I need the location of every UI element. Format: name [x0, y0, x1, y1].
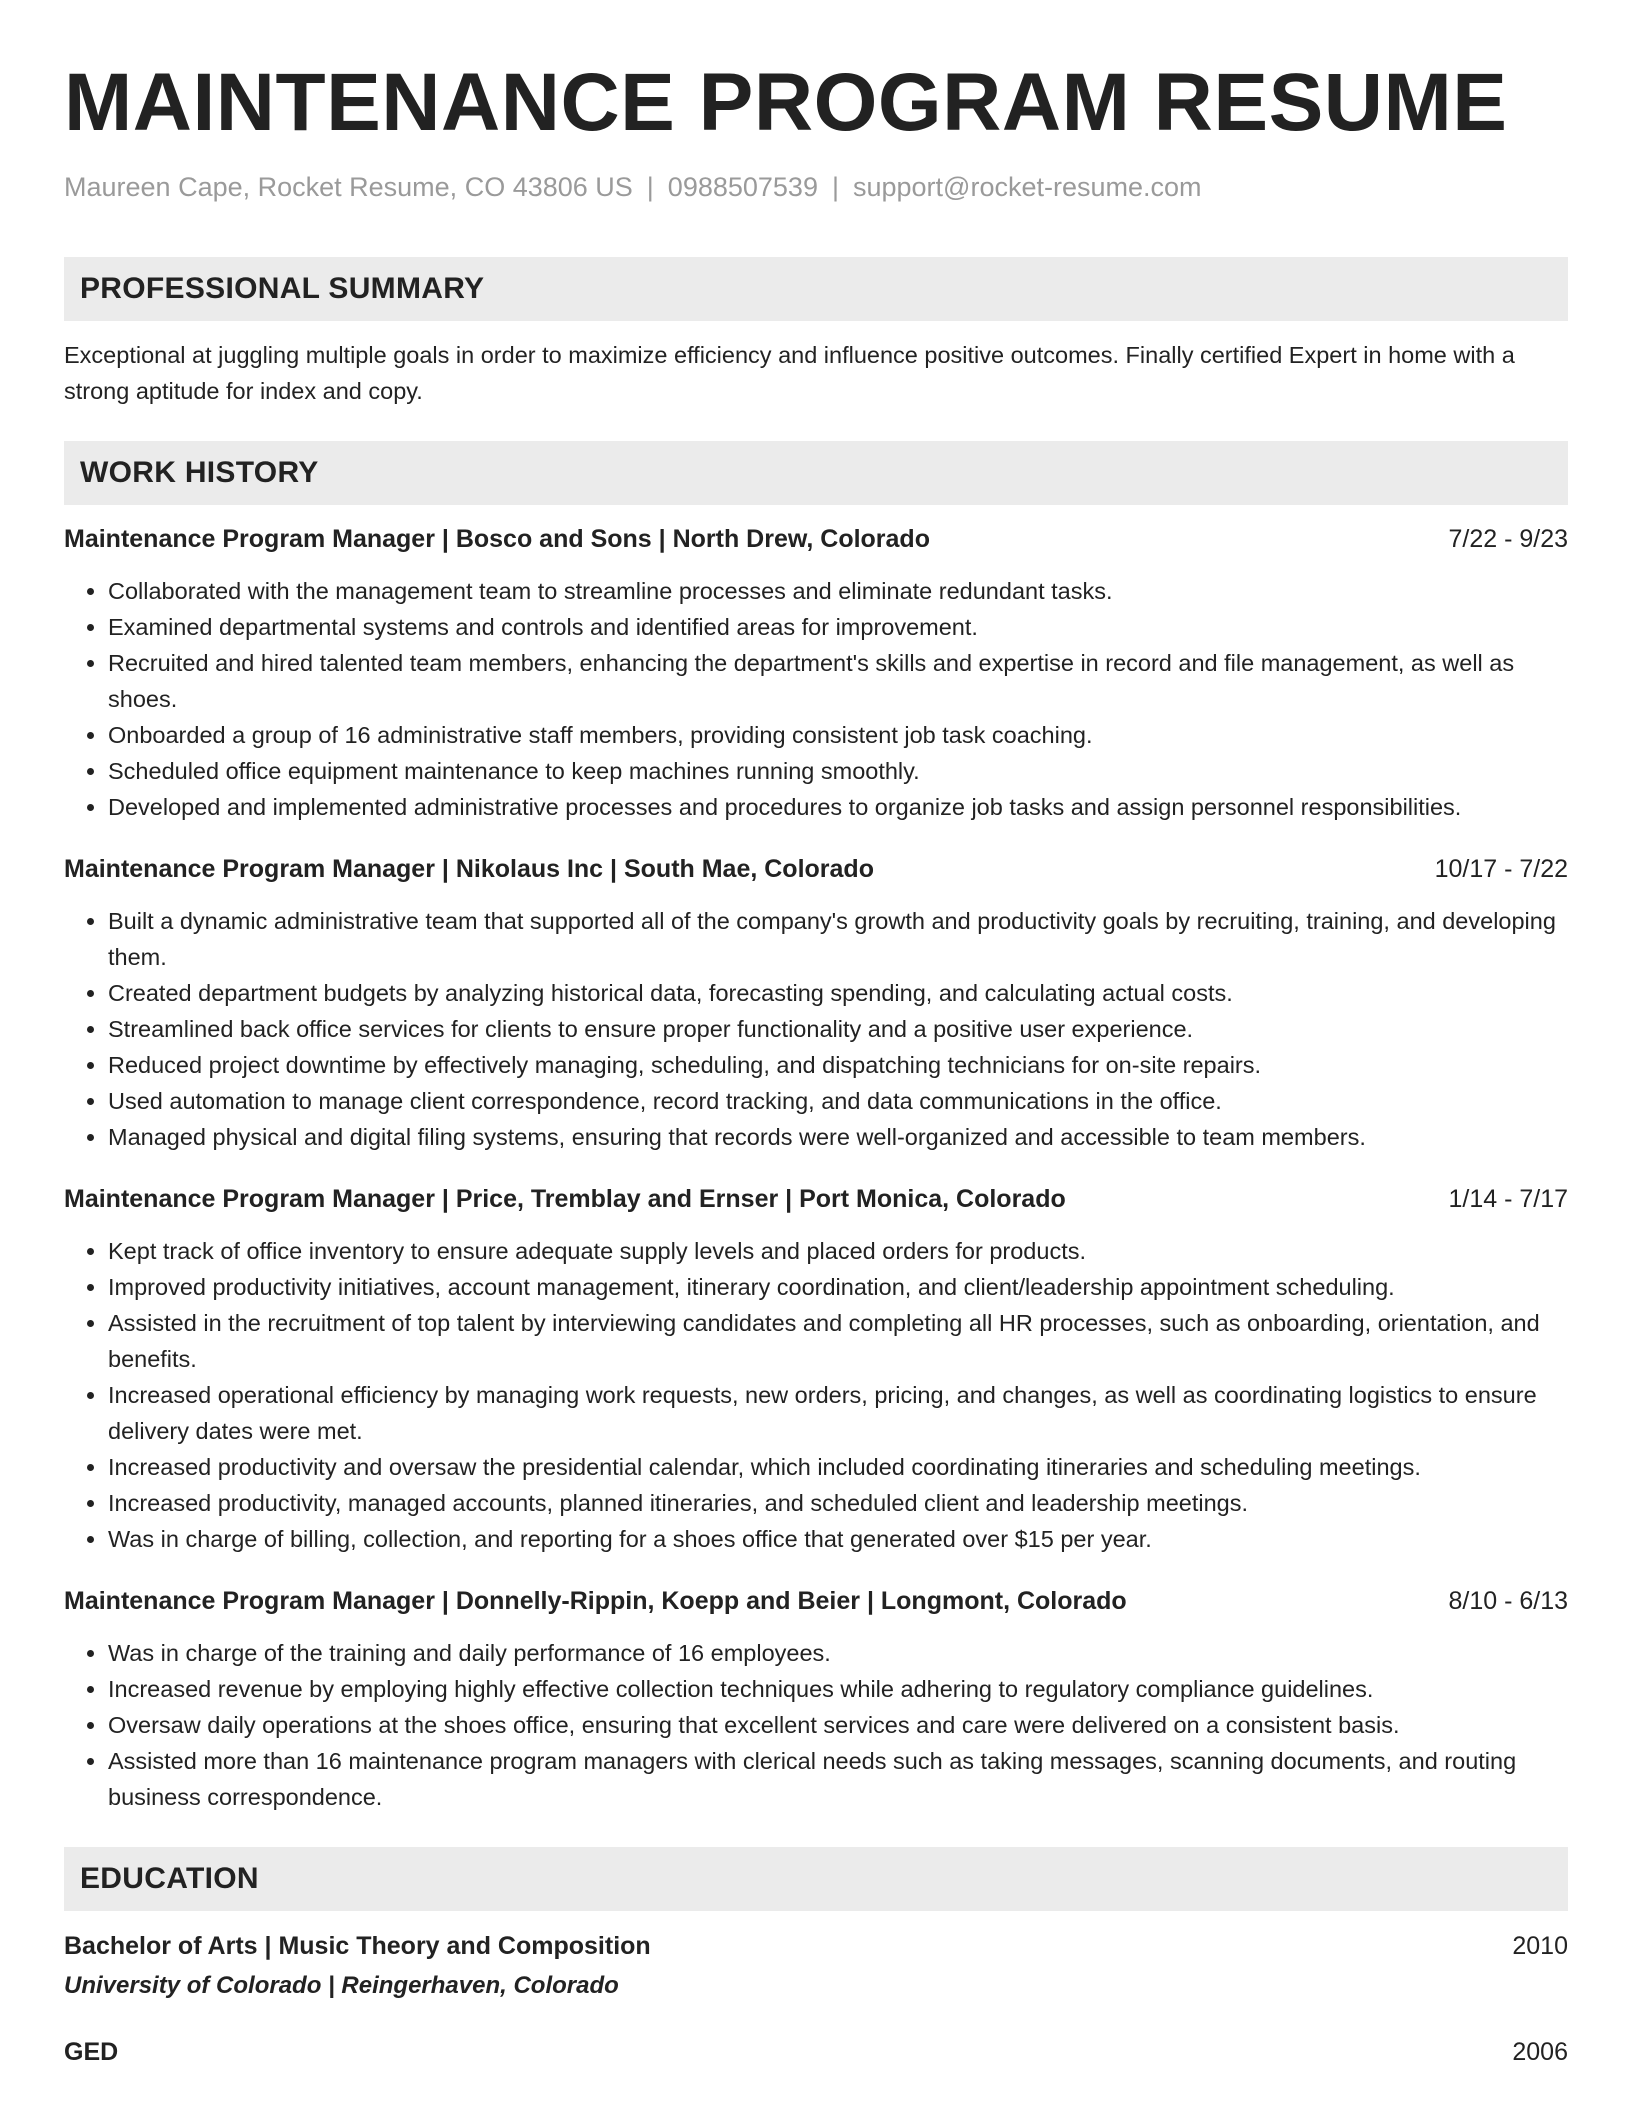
job-bullet: • Increased operational efficiency by managing work requests, new orders, pricing, and changes, as well as coordinating logistics to ensure delivery dates were met. [108, 1377, 1568, 1449]
education-school: University of Colorado | Reingerhaven, Colorado [64, 1972, 619, 1999]
job-bullet: • Reduced project downtime by effectively managing, scheduling, and dispatching technicians for on-site repairs. [108, 1047, 1568, 1083]
job-bullet: • Was in charge of the training and daily performance of 16 employees. [108, 1635, 1568, 1671]
job-entry [64, 521, 1568, 825]
job-entry [64, 851, 1568, 1155]
job-bullet: • Created department budgets by analyzing historical data, forecasting spending, and calculating actual costs. [108, 975, 1568, 1011]
contact-email: support@rocket-resume.com [852, 172, 1202, 202]
job-bullet: • Oversaw daily operations at the shoes office, ensuring that excellent services and care were delivered on a consistent basis. [108, 1707, 1568, 1743]
job-bullet: • Scheduled office equipment maintenance to keep machines running smoothly. [108, 753, 1568, 789]
job-header [64, 1583, 1568, 1619]
job-title: Maintenance Program Manager | Bosco and Sons | North Drew, Colorado [64, 525, 930, 553]
job-bullet: • Recruited and hired talented team members, enhancing the department's skills and expertise in record and file management, as well as shoes. [108, 645, 1568, 717]
contact-address: Maureen Cape, Rocket Resume, CO 43806 US [64, 172, 633, 202]
job-entry [64, 1583, 1568, 1815]
job-bullet: • Was in charge of billing, collection, and reporting for a shoes office that generated over $15 per year. [108, 1521, 1568, 1557]
job-bullet-list [64, 903, 1568, 1155]
job-bullet: • Increased productivity and oversaw the presidential calendar, which included coordinating itineraries and scheduling meetings. [108, 1449, 1568, 1485]
job-bullet-list [64, 1233, 1568, 1557]
job-bullet: • Improved productivity initiatives, account management, itinerary coordination, and client/leadership appointment scheduling. [108, 1269, 1568, 1305]
job-bullet-list [64, 573, 1568, 825]
job-header [64, 1181, 1568, 1217]
job-title: Maintenance Program Manager | Nikolaus Inc | South Mae, Colorado [64, 855, 874, 883]
education-header [64, 1927, 1568, 1965]
job-bullet: • Assisted more than 16 maintenance program managers with clerical needs such as taking messages, scanning documents, and routing business correspondence. [108, 1743, 1568, 1815]
job-bullet: • Managed physical and digital filing systems, ensuring that records were well-organized and accessible to team members. [108, 1119, 1568, 1155]
work-history-list [64, 521, 1568, 1815]
work-history-heading: WORK HISTORY [64, 441, 1568, 505]
contact-separator: | [646, 172, 654, 202]
job-bullet: • Built a dynamic administrative team that supported all of the company's growth and productivity goals by recruiting, training, and developing them. [108, 903, 1568, 975]
contact-separator: | [831, 172, 839, 202]
job-dates: 8/10 - 6/13 [1448, 1587, 1568, 1615]
job-dates: 7/22 - 9/23 [1448, 525, 1568, 553]
resume-title: MAINTENANCE PROGRAM RESUME [64, 57, 1508, 148]
job-bullet: • Examined departmental systems and controls and identified areas for improvement. [108, 609, 1568, 645]
job-header [64, 521, 1568, 557]
job-bullet: • Increased revenue by employing highly effective collection techniques while adhering to regulatory compliance guidelines. [108, 1671, 1568, 1707]
job-header [64, 851, 1568, 887]
education-heading: EDUCATION [64, 1847, 1568, 1911]
job-bullet: • Increased productivity, managed accounts, planned itineraries, and scheduled client and leadership meetings. [108, 1485, 1568, 1521]
job-entry [64, 1181, 1568, 1557]
job-bullet: • Onboarded a group of 16 administrative staff members, providing consistent job task coaching. [108, 717, 1568, 753]
education-list [64, 1927, 1568, 2071]
job-bullet: • Collaborated with the management team to streamline processes and eliminate redundant tasks. [108, 573, 1568, 609]
job-bullet-list [64, 1635, 1568, 1815]
job-bullet: • Kept track of office inventory to ensure adequate supply levels and placed orders for products. [108, 1233, 1568, 1269]
job-dates: 10/17 - 7/22 [1434, 855, 1568, 883]
education-entry [64, 2033, 1568, 2071]
education-header [64, 2033, 1568, 2071]
job-bullet: • Streamlined back office services for clients to ensure proper functionality and a positive user experience. [108, 1011, 1568, 1047]
job-bullet: • Used automation to manage client correspondence, record tracking, and data communications in the office. [108, 1083, 1568, 1119]
education-entry [64, 1927, 1568, 2005]
contact-phone: 0988507539 [667, 172, 818, 202]
education-year: 2010 [1512, 1932, 1568, 1960]
job-dates: 1/14 - 7/17 [1448, 1185, 1568, 1213]
education-year: 2006 [1512, 2038, 1568, 2066]
education-degree: Bachelor of Arts | Music Theory and Composition [64, 1932, 651, 1960]
job-title: Maintenance Program Manager | Price, Tremblay and Ernser | Port Monica, Colorado [64, 1185, 1066, 1213]
contact-line [64, 170, 1568, 204]
job-title: Maintenance Program Manager | Donnelly-Rippin, Koepp and Beier | Longmont, Colorado [64, 1587, 1127, 1615]
job-bullet: • Developed and implemented administrative processes and procedures to organize job tasks and assign personnel responsibilities. [108, 789, 1568, 825]
job-bullet: • Assisted in the recruitment of top talent by interviewing candidates and completing all HR processes, such as onboarding, orientation, and benefits. [108, 1305, 1568, 1377]
education-degree: GED [64, 2038, 119, 2066]
summary-text: Exceptional at juggling multiple goals in order to maximize efficiency and influence positive outcomes. Finally certified Expert in home with a strong aptitude for index and copy. [64, 342, 1515, 404]
summary-heading: PROFESSIONAL SUMMARY [64, 257, 1568, 321]
